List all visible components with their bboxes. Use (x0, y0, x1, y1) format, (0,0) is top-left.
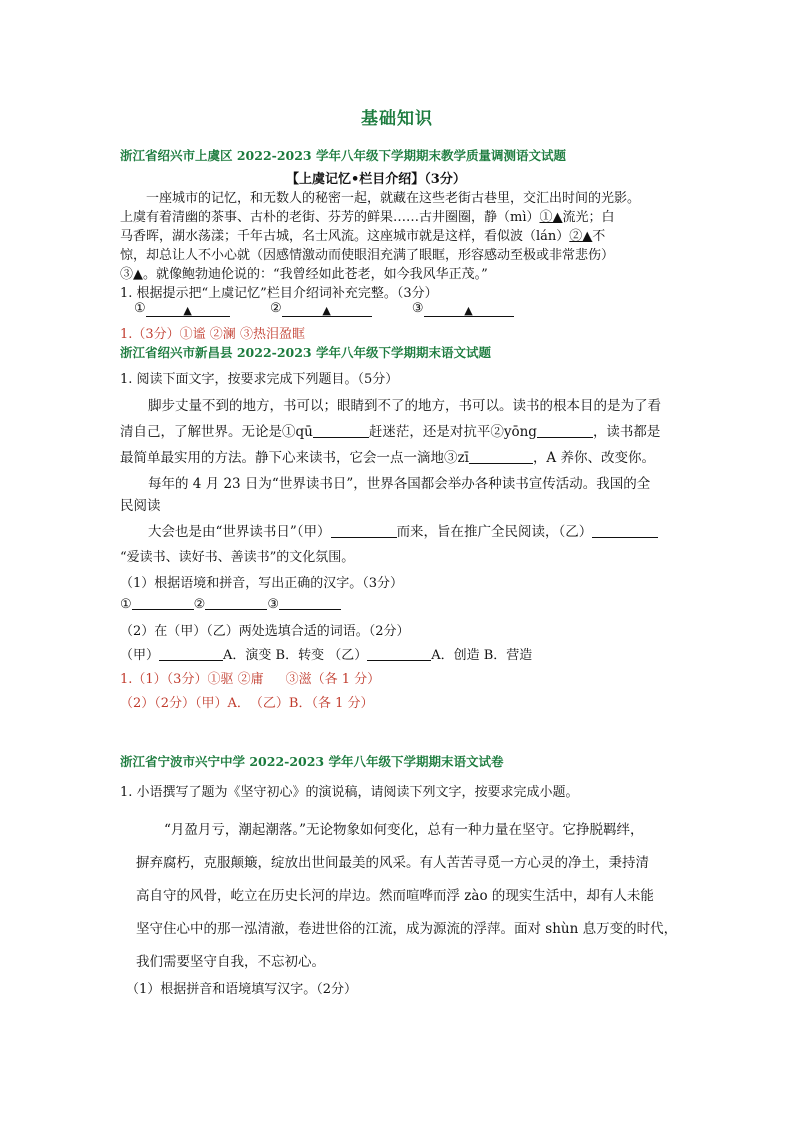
passage-line: 民阅读 (120, 498, 161, 514)
section1-paragraph-line: ③▲。就像鲍勃迪伦说的：“我曾经如此苍老，如今我风华正茂。” (120, 267, 488, 282)
passage-line: 我们需要坚守自我，不忘初心。 (136, 954, 325, 970)
passage-line: 脚步丈量不到的地方，书可以；眼睛到不了的地方，书可以。读书的根本目的是为了看 (148, 398, 661, 414)
section1-paragraph-line: 一座城市的记忆，和无数人的秘密一起，就藏在这些老街古巷里，交汇出时间的光影。 (146, 191, 641, 206)
passage-line: “爱读书、读好书、善读书”的文化氛围。 (120, 550, 355, 565)
section1-subheading: 【上虞记忆•栏目介绍】（3分） (286, 172, 466, 187)
question-text: （1）根据语境和拼音，写出正确的汉字。（3分） (120, 576, 404, 591)
answer-blank (205, 596, 267, 610)
passage-line: 最简单最实用的方法。静下心来读书，它会一点一滴地③zī ，A 养你、改变你。 (120, 450, 655, 466)
section-header-3: 浙江省宁波市兴宁中学 2022-2023 学年八年级下学期期末语文试卷 (120, 754, 504, 769)
passage-line: “月盈月亏，潮起潮落。”无论物象如何变化，总有一种力量在坚守。它挣脱羁绊， (164, 822, 644, 838)
answer-blank (146, 303, 230, 317)
page-title: 基础知识 (361, 109, 433, 129)
answer-blank (279, 596, 341, 610)
answer-blank (469, 450, 533, 464)
passage-line: 大会也是由“世界读书日”（甲） 而来，旨在推广全民阅读，（乙） (148, 520, 658, 540)
options-row: （甲） A．演变 B．转变 （乙） A．创造 B．营造 (120, 648, 533, 663)
answer-blank (424, 303, 514, 317)
answer-text: 1.（1）（3分）①驱 ②庸 ③滋（各 1 分） (120, 672, 381, 687)
question-text: 1. 根据提示把“上虞记忆”栏目介绍词补充完整。（3分） (120, 286, 438, 301)
passage-line: 清自己，了解世界。无论是①qū 赶迷茫，还是对抗平②yōng ，读书都是 (120, 424, 661, 440)
question-text: 1. 阅读下面文字，按要求完成下列题目。（5分） (120, 372, 399, 387)
triangle-icon: ▲ (322, 304, 331, 317)
answer-blank (331, 524, 397, 538)
answer-blank (592, 524, 658, 538)
answer-blank (537, 424, 593, 438)
passage-line: 摒弃腐朽，克服颠簸，绽放出世间最美的风采。有人苦苦寻觅一方心灵的净土，秉持清 (136, 855, 649, 871)
passage-line: 坚守住心中的那一泓清澈，卷进世俗的江流，成为源流的浮萍。面对 shùn 息万变的时代， (136, 921, 678, 937)
answer-blank (313, 424, 369, 438)
section1-paragraph-line: 上虞有着清幽的茶事、古朴的老街、芬芳的鲜果……古井圈圈，静（mì）①▲流光；白 (120, 210, 615, 225)
section1-paragraph-line: 惊，却总让人不小心就（因感情激动而使眼泪充满了眼眶，形容感动至极或非常悲伤） (120, 248, 615, 263)
answer-blank (367, 647, 431, 661)
blank-marker: ①▲ (539, 210, 563, 225)
triangle-icon: ▲ (464, 304, 473, 317)
passage-line: 高自守的风骨，屹立在历史长河的岸边。然而喧哗而浮 zào 的现实生活中，却有人未能 (136, 888, 654, 904)
answer-blank-row: ① ② ③ (120, 596, 341, 612)
section-header-1: 浙江省绍兴市上虞区 2022-2023 学年八年级下学期期末教学质量调测语文试题 (120, 148, 566, 163)
passage-line: 每年的 4 月 23 日为“世界读书日”，世界各国都会举办各种读书宣传活动。我国的全 (148, 476, 651, 492)
answer-text: 1.（3分）①谧 ②澜 ③热泪盈眶 (120, 327, 305, 342)
section1-paragraph-line: 马香晖，湖水荡漾；千年古城，名士风流。这座城市就是这样，看似波（lán）②▲不 (120, 229, 606, 244)
answer-blank (132, 596, 194, 610)
section-header-2: 浙江省绍兴市新昌县 2022-2023 学年八年级下学期期末语文试题 (120, 345, 491, 360)
question-text: （1）根据拼音和语境填写汉字。（2分） (126, 982, 358, 997)
answer-blank-row: ① ▲ ② ▲ ③ ▲ (134, 301, 514, 317)
answer-text: （2）（2分）（甲）A． （乙）B．（各 1 分） (120, 696, 374, 711)
answer-blank (159, 647, 223, 661)
answer-blank (282, 303, 372, 317)
triangle-icon: ▲ (183, 304, 192, 317)
question-text: （2）在（甲）（乙）两处选填合适的词语。（2分） (120, 624, 410, 639)
question-text: 1. 小语撰写了题为《坚守初心》的演说稿，请阅读下列文字，按要求完成小题。 (120, 785, 579, 800)
blank-marker: ②▲ (569, 229, 593, 244)
